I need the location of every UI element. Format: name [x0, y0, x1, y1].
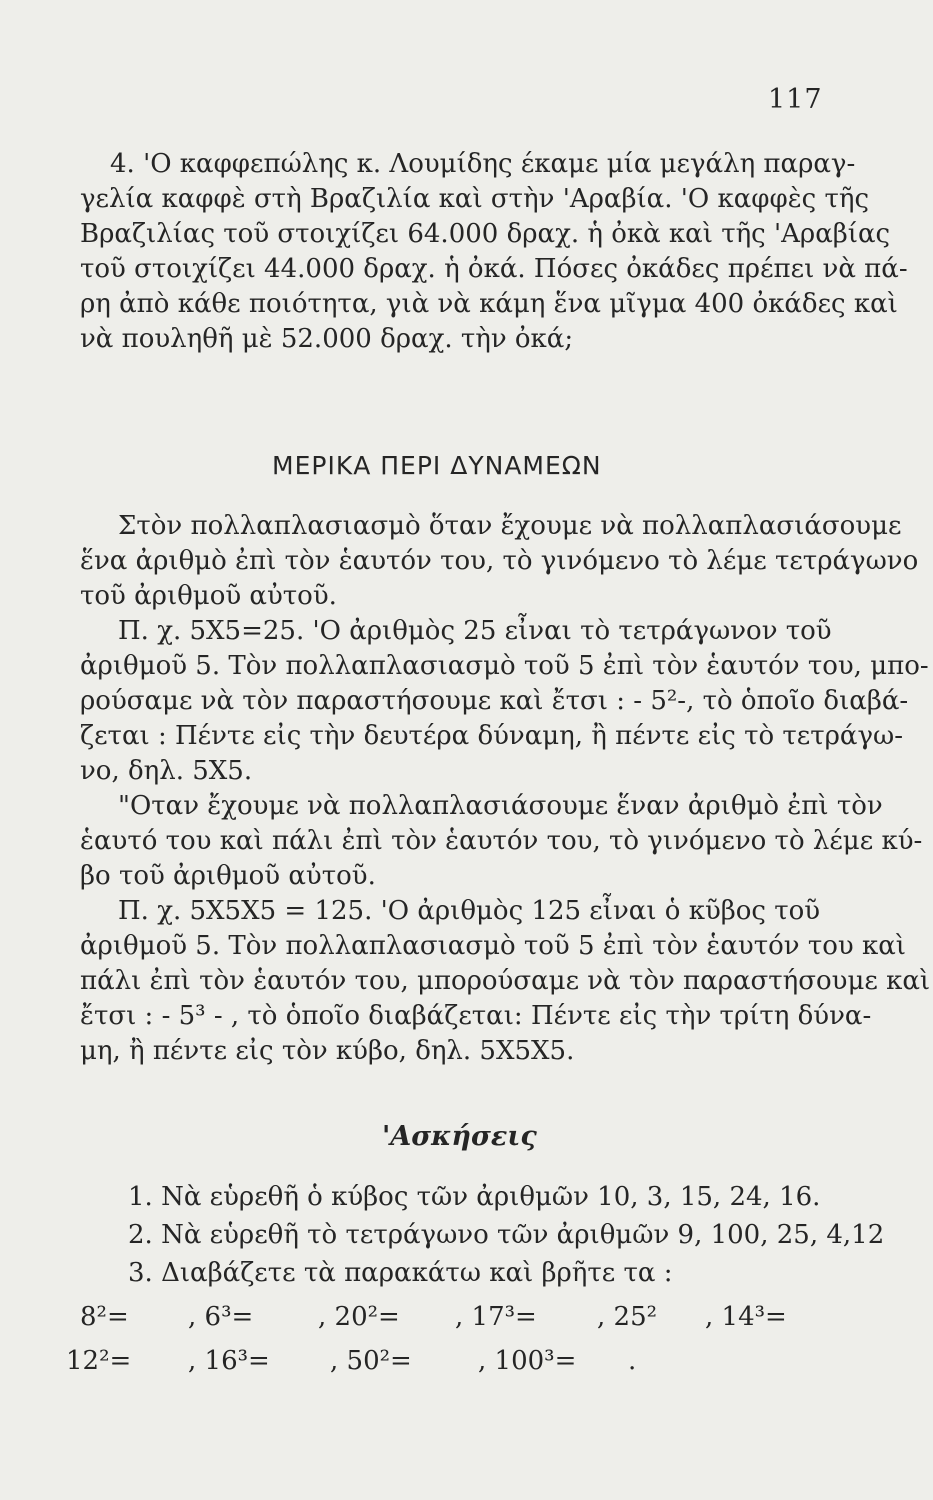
problem-line: γελία καφφὲ στὴ Βραζιλία καὶ στὴν 'Αραβία. 'Ο καφφὲς τῆς [80, 184, 870, 214]
power-cell: . [628, 1346, 637, 1376]
body-line: βο τοῦ ἀριθμοῦ αὐτοῦ. [80, 861, 376, 891]
body-line: ἕνα ἀριθμὸ ἐπὶ τὸν ἑαυτόν του, τὸ γινόμενο τὸ λέμε τετράγωνο [80, 546, 919, 576]
problem-line: τοῦ στοιχίζει 44.000 δραχ. ἡ ὀκά. Πόσες ὀκάδες πρέπει νὰ πά- [80, 254, 908, 284]
page-number: 117 [768, 84, 823, 115]
power-cell: , 100³= [478, 1346, 577, 1376]
section-heading: ΜΕΡΙΚΑ ΠΕΡΙ ΔΥΝΑΜΕΩΝ [272, 451, 602, 480]
power-cell: 12²= [66, 1346, 132, 1376]
body-line: ζεται : Πέντε εἰς τὴν δευτέρα δύναμη, ἢ πέντε εἰς τὸ τετράγω- [80, 721, 904, 751]
body-line: ἀριθμοῦ 5. Τὸν πολλαπλασιασμὸ τοῦ 5 ἐπὶ τὸν ἑαυτόν του, μπο- [80, 651, 929, 681]
problem-line: Βραζιλίας τοῦ στοιχίζει 64.000 δραχ. ἡ ὀκὰ καὶ τῆς 'Αραβίας [80, 219, 891, 249]
body-line: Π. χ. 5Χ5Χ5 = 125. 'Ο ἀριθμὸς 125 εἶναι ὁ κῦβος τοῦ [118, 896, 821, 926]
exercises-title: 'Ασκήσεις [382, 1121, 537, 1152]
body-line: Π. χ. 5Χ5=25. 'Ο ἀριθμὸς 25 εἶναι τὸ τετράγωνον τοῦ [118, 616, 832, 646]
body-line: τοῦ ἀριθμοῦ αὐτοῦ. [80, 581, 337, 611]
body-line: ἑαυτό του καὶ πάλι ἐπὶ τὸν ἑαυτόν του, τὸ γινόμενο τὸ λέμε κύ- [80, 826, 923, 856]
body-line: ἔτσι : - 5³ - , τὸ ὁποῖο διαβάζεται: Πέντε εἰς τὴν τρίτη δύνα- [80, 1001, 872, 1031]
exercise-item: 1. Νὰ εὑρεθῆ ὁ κύβος τῶν ἀριθμῶν 10, 3, 15, 24, 16. [128, 1182, 821, 1212]
body-line: μη, ἢ πέντε εἰς τὸν κύβο, δηλ. 5Χ5Χ5. [80, 1036, 575, 1066]
body-line: νο, δηλ. 5Χ5. [80, 756, 253, 786]
body-line: ρούσαμε νὰ τὸν παραστήσουμε καὶ ἔτσι : - 5²-, τὸ ὁποῖο διαβά- [80, 686, 909, 716]
problem-line: ρη ἀπὸ κάθε ποιότητα, γιὰ νὰ κάμη ἕνα μῖγμα 400 ὀκάδες καὶ [80, 289, 898, 319]
power-cell: , 14³= [705, 1302, 787, 1332]
body-line: πάλι ἐπὶ τὸν ἑαυτόν του, μπορούσαμε νὰ τὸν παραστήσουμε καὶ [80, 966, 931, 996]
exercise-item: 2. Νὰ εὑρεθῆ τὸ τετράγωνο τῶν ἀριθμῶν 9, 100, 25, 4,12 [128, 1220, 885, 1250]
power-cell: 8²= [80, 1302, 129, 1332]
problem-line: νὰ πουληθῆ μὲ 52.000 δραχ. τὴν ὀκά; [80, 324, 574, 354]
body-line: "Οταν ἔχουμε νὰ πολλαπλασιάσουμε ἕναν ἀριθμὸ ἐπὶ τὸν [118, 791, 883, 821]
power-cell: , 25² [597, 1302, 658, 1332]
power-cell: , 17³= [455, 1302, 537, 1332]
power-cell: , 16³= [188, 1346, 270, 1376]
body-line: ἀριθμοῦ 5. Τὸν πολλαπλασιασμὸ τοῦ 5 ἐπὶ τὸν ἑαυτόν του καὶ [80, 931, 906, 961]
exercise-item: 3. Διαβάζετε τὰ παρακάτω καὶ βρῆτε τα : [128, 1258, 673, 1288]
power-cell: , 20²= [318, 1302, 400, 1332]
power-cell: , 6³= [188, 1302, 254, 1332]
body-line: Στὸν πολλαπλασιασμὸ ὅταν ἔχουμε νὰ πολλαπλασιάσουμε [118, 511, 902, 541]
problem-line: 4. 'Ο καφφεπώλης κ. Λουμίδης έκαμε μία μεγάλη παραγ- [110, 149, 856, 179]
power-cell: , 50²= [330, 1346, 412, 1376]
